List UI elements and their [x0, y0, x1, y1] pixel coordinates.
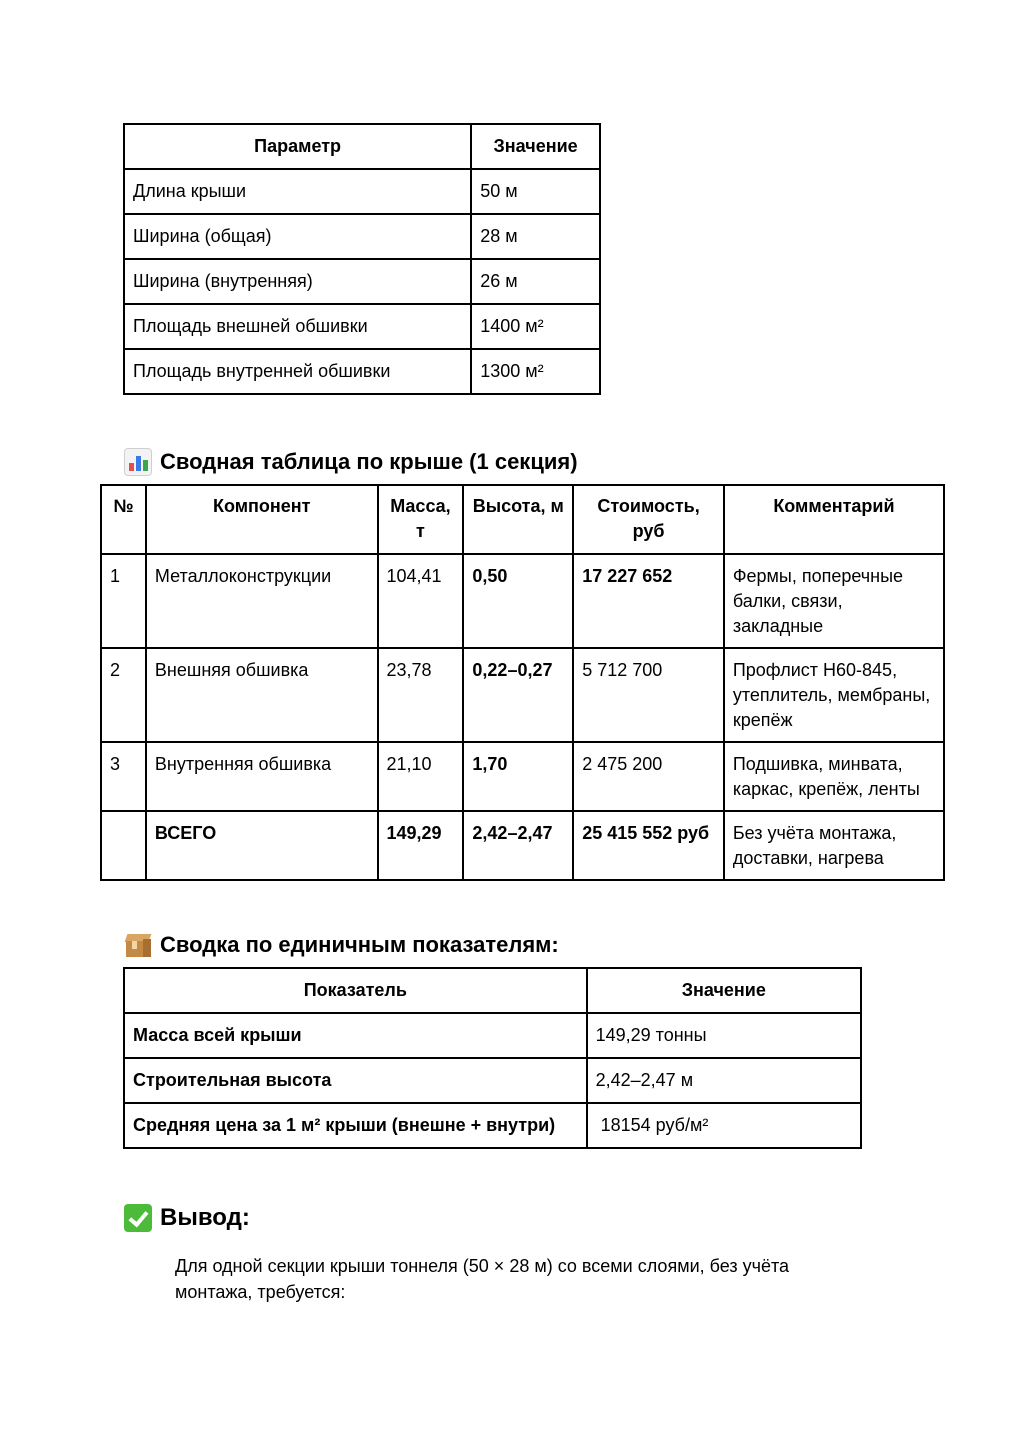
indicator-value: 18154 руб/м² — [587, 1103, 861, 1148]
column-header: Стоимость, руб — [573, 485, 724, 554]
height-value: 0,50 — [463, 554, 573, 648]
mass-value: 23,78 — [378, 648, 464, 742]
table-row — [124, 349, 600, 394]
total-mass: 149,29 — [378, 811, 464, 880]
indicator-name: Строительная высота — [124, 1058, 587, 1103]
mass-value: 104,41 — [378, 554, 464, 648]
param-name: Ширина (внутренняя) — [124, 259, 471, 304]
cost-value: 17 227 652 — [573, 554, 724, 648]
height-value: 0,22–0,27 — [463, 648, 573, 742]
total-comment: Без учёта монтажа, доставки, нагрева — [724, 811, 944, 880]
table-header-row — [101, 485, 944, 554]
row-number: 1 — [101, 554, 146, 648]
indicator-name: Средняя цена за 1 м² крыши (внешне + внутри) — [124, 1103, 587, 1148]
table-row — [101, 742, 944, 811]
param-value: 50 м — [471, 169, 600, 214]
param-name: Площадь внутренней обшивки — [124, 349, 471, 394]
table-header-row — [124, 124, 600, 169]
column-header: Высота, м — [463, 485, 573, 554]
column-header: Значение — [471, 124, 600, 169]
table-row — [124, 1058, 861, 1103]
comment: Профлист Н60-845, утеплитель, мембраны, крепёж — [724, 648, 944, 742]
summary-table — [100, 484, 945, 881]
table-row — [124, 169, 600, 214]
column-header: № — [101, 485, 146, 554]
table-row — [124, 214, 600, 259]
row-number: 2 — [101, 648, 146, 742]
column-header: Компонент — [146, 485, 378, 554]
check-mark-icon — [124, 1204, 152, 1232]
conclusion-paragraph: Для одной секции крыши тоннеля (50 × 28 м) со всеми слоями, без учёта монтажа, требуется: — [175, 1256, 790, 1302]
unit-summary-table — [123, 967, 862, 1149]
param-value: 1300 м² — [471, 349, 600, 394]
component-name: Внешняя обшивка — [146, 648, 378, 742]
summary-heading — [124, 448, 578, 476]
param-value: 28 м — [471, 214, 600, 259]
indicator-name: Масса всей крыши — [124, 1013, 587, 1058]
row-number: 3 — [101, 742, 146, 811]
param-value: 26 м — [471, 259, 600, 304]
column-header: Масса, т — [378, 485, 464, 554]
cost-value: 5 712 700 — [573, 648, 724, 742]
table-header-row — [124, 968, 861, 1013]
table-row — [101, 648, 944, 742]
row-number — [101, 811, 146, 880]
comment: Подшивка, минвата, каркас, крепёж, ленты — [724, 742, 944, 811]
table-row — [124, 1103, 861, 1148]
params-table — [123, 123, 601, 395]
conclusion-title: Вывод: — [160, 1204, 250, 1231]
param-value: 1400 м² — [471, 304, 600, 349]
param-name: Длина крыши — [124, 169, 471, 214]
package-icon — [124, 931, 152, 959]
component-name: Металлоконструкции — [146, 554, 378, 648]
column-header: Значение — [587, 968, 861, 1013]
component-name: Внутренняя обшивка — [146, 742, 378, 811]
table-row — [124, 304, 600, 349]
param-name: Ширина (общая) — [124, 214, 471, 259]
column-header: Параметр — [124, 124, 471, 169]
cost-value: 2 475 200 — [573, 742, 724, 811]
table-row — [124, 1013, 861, 1058]
conclusion-heading — [124, 1204, 250, 1232]
unit-summary-title: Сводка по единичным показателям: — [160, 932, 559, 957]
table-row — [101, 554, 944, 648]
mass-value: 21,10 — [378, 742, 464, 811]
height-value: 1,70 — [463, 742, 573, 811]
indicator-value: 149,29 тонны — [587, 1013, 861, 1058]
total-cost: 25 415 552 руб — [573, 811, 724, 880]
param-name: Площадь внешней обшивки — [124, 304, 471, 349]
table-row — [124, 259, 600, 304]
bar-chart-icon — [124, 448, 152, 476]
comment: Фермы, поперечные балки, связи, закладные — [724, 554, 944, 648]
column-header: Комментарий — [724, 485, 944, 554]
unit-summary-heading — [124, 931, 559, 959]
total-label: ВСЕГО — [146, 811, 378, 880]
indicator-value: 2,42–2,47 м — [587, 1058, 861, 1103]
total-height: 2,42–2,47 — [463, 811, 573, 880]
column-header: Показатель — [124, 968, 587, 1013]
total-row — [101, 811, 944, 880]
summary-title: Сводная таблица по крыше (1 секция) — [160, 449, 578, 474]
